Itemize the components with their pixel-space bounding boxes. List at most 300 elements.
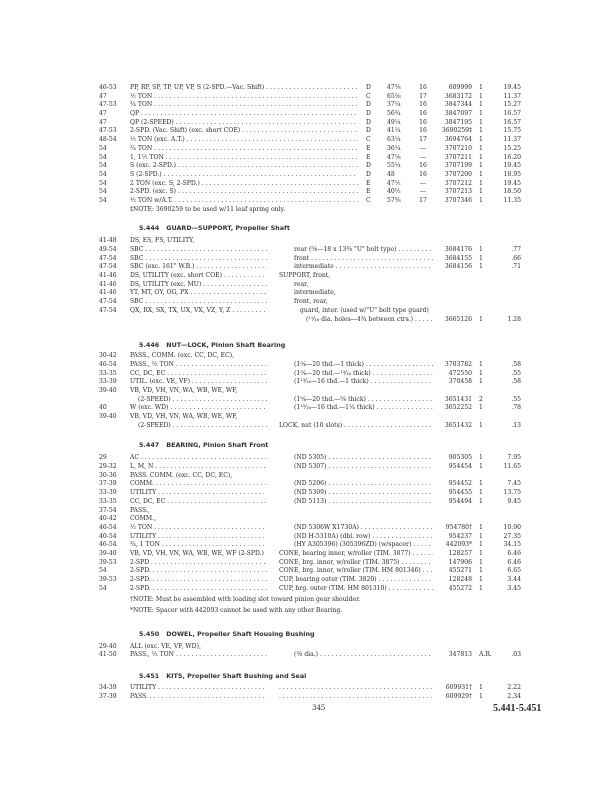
quantity: 1 [479,523,483,531]
year-range: 33-39 [99,378,117,386]
section-5-447 [0,441,612,615]
model-description: PASS., [130,506,150,514]
section-header [139,341,612,350]
table-row [0,693,612,702]
model-description: VB, VD, VH, VN, WA, WB, WE, WF (2-SPD.) [130,549,264,557]
part-number: 3684155 [444,254,472,262]
model-description: ½ TON . . . [130,93,358,102]
price: 18.95 [503,170,521,178]
quantity: 1 [479,360,483,368]
part-description: CONE, brg. inner, w/roller (TIM. 3875) . . . [279,559,433,568]
price: 3.44 [507,576,521,583]
type-code: D [366,118,371,126]
year-range: 46-54 [99,360,117,368]
part-description: (⅜ dia.) . . . [294,651,433,660]
ratio: — [419,188,427,196]
type-code: D [366,162,371,170]
price: 9.45 [507,497,521,505]
ratio: 16 [419,118,427,126]
price: .71 [511,263,521,271]
table-row [0,197,612,206]
part-number: 609999 [448,84,472,91]
quantity: 1 [479,558,483,566]
part-description: (ND 5305) . . . [294,454,433,463]
model-description: L, M, N . . . [130,463,267,472]
part-number: 3847097 [444,110,472,118]
price: 15.25 [503,144,521,152]
part-description: (ND 5309) . . . [294,489,433,498]
year-range: 41-50 [99,651,117,659]
part-number: 3707346 [444,196,472,204]
shaft-length: 57⅝ [387,196,401,204]
part-number: 954780† [445,523,472,531]
price: 2.34 [507,692,521,700]
ratio: — [419,144,427,152]
quantity: 1 [479,136,483,144]
model-description: 2-SPD . . . [130,559,267,568]
model-description: PP, RP, SP, TP, UP, VP, S (2-SPD.—Vac. Shift) . . . [130,84,358,93]
year-range: 33-35 [99,497,117,505]
type-code: D [366,84,371,91]
price: 11.37 [503,92,521,100]
type-code: C [366,136,371,144]
table-row [0,281,612,290]
quantity: 1 [479,263,483,271]
part-description: (1⁵⁄₈—20 thd.—1 thick) . . . [294,361,433,370]
price: 15.27 [503,101,521,109]
table-row [0,576,612,585]
table-row [0,507,612,516]
price: .03 [511,651,521,659]
year-range: 33-39 [99,489,117,497]
section-number: 5.444 [139,224,160,233]
shaft-length: 48 [387,170,395,178]
part-number: 128257 [448,549,472,557]
price: 3.45 [507,584,521,592]
quantity: 1 [479,541,483,549]
year-range: 54 [99,153,107,161]
table-row [0,370,612,379]
section-5-450 [0,630,612,660]
part-number: 347813 [448,651,472,659]
shaft-length: 47½ [387,179,401,187]
part-number: 3707200 [444,170,472,178]
model-description: ½ TON . . . [130,524,267,533]
shaft-length: 49¼ [387,118,401,126]
part-description: (ND 5307) . . . [294,463,433,472]
part-number: 3665126 [444,315,472,323]
price: 13.75 [503,489,521,497]
part-number: 455272 [448,584,472,592]
model-description: SBC . . . [130,246,267,255]
part-description: intermediate . . . [294,263,433,272]
year-range: 29-40 [99,642,117,650]
part-number: 609929† [445,692,472,700]
year-range: 39-40 [99,413,117,420]
table-row [0,643,612,652]
model-description: QX, RX, SX, TX, UX, VX, VZ, Y, Z . . . [130,307,267,316]
part-description: CONE, brg. inner, w/roller (TIM. HM 801346) . . . [279,567,433,576]
year-range: 40 [99,404,107,412]
section-5-451 [0,672,612,701]
part-description: (ND H-5310A) (dbl. row) . . . [294,533,433,542]
table-row [0,559,612,568]
year-range: 47-54 [99,254,117,262]
table-row [0,361,612,370]
model-description: QP . . . [130,110,358,119]
quantity: 1 [479,369,483,377]
model-description: ½ TON (exc. A.T.) . . . [130,136,358,145]
quantity: 1 [479,692,483,700]
table-row [0,84,612,93]
part-number: 905305 [448,454,472,462]
table-row [0,119,612,128]
shaft-length: 55¼ [387,162,401,170]
quantity: 1 [479,378,483,386]
model-description: VB, VD, VH, VN, WA, WB, WE, WF, [130,413,238,420]
quantity: 1 [479,153,483,161]
part-number: 954452 [448,480,472,488]
year-range: 40-42 [99,515,117,523]
ratio: 17 [419,136,427,144]
ratio: 16 [419,127,427,135]
type-code: E [366,188,371,196]
year-range: 54 [99,196,107,204]
model-description: 2-SPD. . . . [130,567,267,576]
price: 1.28 [507,315,521,323]
table-row [0,136,612,145]
quantity: 1 [479,162,483,170]
part-description: (1⁵⁄₈—20 thd.—¹³⁄₁₆ thick) . . . [294,370,433,379]
table-row [0,237,612,246]
part-description: SUPPORT, front, [279,272,331,280]
part-number: 472550 [448,369,472,377]
section-header [139,630,612,639]
model-description: DS, ES, FS, UTILITY, [130,237,195,245]
part-number: 3690259‡ [441,127,472,135]
ratio: 16 [419,162,427,170]
year-range: 33-35 [99,369,117,377]
section-title: BEARING, Pinion Shaft Front [166,441,269,450]
year-range: 30-36 [99,471,117,479]
year-range: 37-54 [99,506,117,514]
shaft-length: 56¾ [387,110,401,118]
part-number: 3651432 [444,421,472,429]
quantity: 1 [479,684,483,692]
table-row [0,378,612,387]
part-description: front . . . [294,255,433,264]
quantity: 1 [479,254,483,262]
table-row [0,101,612,110]
quantity: 1 [479,188,483,196]
price: 6.65 [507,567,521,575]
model-description: SBC (exc. 161" W.B.) . . . [130,263,267,272]
price: 16.57 [503,118,521,126]
part-number: 3694764 [444,136,472,144]
quantity: 1 [479,84,483,91]
year-range: 41-46 [99,289,117,297]
model-description: 2-SPD. (exc. S) . . . [130,188,358,197]
year-range: 30-42 [99,352,117,360]
quantity: 1 [479,101,483,109]
year-range: 46-54 [99,541,117,549]
year-range: 47 [99,110,107,118]
part-description: CUP, brg. outer (TIM. HM 801310) . . . [279,585,433,594]
table-row [0,145,612,154]
part-number: 3651431 [444,395,472,403]
table-row [0,454,612,463]
year-range: 54 [99,170,107,178]
quantity: 1 [479,92,483,100]
part-description [279,693,433,702]
model-description: (2-SPEED) . . . [138,396,267,405]
quantity: 1 [479,480,483,488]
part-number: 370458 [448,378,472,386]
year-range: 47 [99,92,107,100]
price: 16.20 [503,153,521,161]
shaft-length: 63¼ [387,136,401,144]
table-row [0,298,612,307]
model-description: UTILITY . . . [130,533,267,542]
model-description: 1, 1½ TON . . . [130,154,358,163]
table-row [0,651,612,660]
price: .78 [511,404,521,412]
table-row [0,171,612,180]
table-row [0,524,612,533]
model-description: 2-SPD. (Vac. Shift) (exc. short COE) . . . [130,127,358,136]
year-range: 54 [99,567,107,575]
part-number: 3847195 [444,118,472,126]
ratio: 17 [419,92,427,100]
quantity: 1 [479,421,483,429]
model-description: (2-SPEED) . . . [138,422,267,431]
part-description: rear, [294,280,309,288]
price: 11.35 [503,196,521,204]
price: 11.65 [503,463,521,471]
model-description: CC, DC, EC . . . [130,498,267,507]
page-number: 345 [312,704,326,712]
shaft-length: 47⅛ [387,153,401,161]
type-code: E [366,153,371,161]
model-description: PASS., ½ TON . . . [130,651,267,660]
year-range: 34-39 [99,684,117,692]
section-title: KITS, Propeller Shaft Bushing and Seal [166,672,307,681]
table-row [0,480,612,489]
model-description: ½ TON w/A.T. . . . [130,197,358,206]
part-description: (1¹³⁄₁₆—16 thd.—1 thick) . . . [294,378,433,387]
price: 19.45 [503,179,521,187]
table-row [0,352,612,361]
ratio: 17 [419,196,427,204]
type-code: E [366,179,371,187]
price: .13 [511,421,521,429]
quantity: 1 [479,118,483,126]
table-row [0,396,612,405]
section-5-446 [0,341,612,430]
type-code: C [366,196,371,204]
price: 18.50 [503,188,521,196]
part-number: 147906 [448,558,472,566]
price: 19.45 [503,84,521,91]
part-description: front, rear, [294,298,328,306]
model-description: CC, DC, EC . . . [130,370,267,379]
quantity: 1 [479,454,483,462]
year-range: 47-53 [99,127,117,135]
model-description: PASS. COMM. (exc. CC, DC, EC), [130,471,233,479]
price: .55 [511,369,521,377]
part-number: 3684176 [444,246,472,253]
part-description: (ND 5306W X1730A) . . . [294,524,433,533]
table-row [0,110,612,119]
price: 27.35 [503,532,521,540]
table-row [0,154,612,163]
table-row [0,307,612,316]
table-row [0,550,612,559]
part-description: LOCK, nut (10 slots) . . . [279,422,433,431]
model-description: UTIL. (exc. VE, VF) . . . [130,378,267,387]
part-description: CONE, bearing inner, w/roller (TIM. 3877) . . . [279,550,433,559]
price: 7.45 [507,480,521,488]
table-row [0,272,612,281]
model-description: S (exc. 2-SPD.) . . . [130,162,358,171]
quantity: 1 [479,567,483,575]
table-row [0,515,612,524]
part-description: (ND 5113) . . . [294,498,433,507]
part-number: 954494 [448,497,472,505]
year-range: 47-54 [99,263,117,271]
part-number: 954454 [448,463,472,471]
model-description: COMM., [130,515,157,523]
model-description: S (2-SPD.) . . . [130,171,358,180]
type-code: D [366,110,371,118]
part-description: (¹¹⁄₁₆ dia. holes—4¾ between ctrs.) . . . [306,316,433,325]
section-number: 5.450 [139,629,160,638]
quantity: 1 [479,110,483,118]
quantity: 1 [479,196,483,204]
year-range: 29-32 [99,463,117,471]
year-range: 39-40 [99,549,117,557]
section-number: 5.446 [139,341,160,350]
quantity: 1 [479,246,483,253]
year-range: 54 [99,179,107,187]
part-description: rear (⅝—18 x 13⅜ "U" bolt type) . . . [294,246,433,255]
model-description: DS, UTILITY (exc. short COE) . . . [130,272,267,281]
table-row [0,127,612,136]
parts-catalog-page [0,84,612,702]
section-header [139,224,612,233]
section-number: 5.451 [139,672,160,681]
section-header [139,672,612,681]
quantity: 1 [479,576,483,583]
part-number: 3652252 [444,404,472,412]
model-description: YT, MT, OY, OG, PX . . . [130,289,267,298]
part-number: 609931† [445,684,472,692]
section-5-444 [0,224,612,324]
table-row [0,246,612,255]
price: 7.95 [507,454,521,462]
model-description: 2 TON (exc. S, 2-SPD.) . . . [130,180,358,189]
section-number: 5.447 [139,441,160,450]
table-row [0,489,612,498]
model-description: AC . . . [130,454,267,463]
part-number: 455271 [448,567,472,575]
model-description: VB, VD, VH, VN, WA, WB, WE, WF, [130,386,238,394]
model-description: SBC . . . [130,298,267,307]
model-description: PASS. . . . [130,693,267,702]
price: 34.15 [503,541,521,549]
quantity: 1 [479,463,483,471]
year-range: 41-46 [99,280,117,288]
year-range: 54 [99,188,107,196]
part-number: 3684156 [444,263,472,271]
price: 10.90 [503,523,521,531]
part-description: (1⁵⁄₈—20 thd.—⅝ thick) . . . [294,396,433,405]
model-description: 2-SPD. . . . [130,585,267,594]
price: 6.46 [507,558,521,566]
table-row [0,180,612,189]
year-range: 48-54 [99,136,117,144]
table-row [0,289,612,298]
table-row [0,567,612,576]
type-code: E [366,144,371,152]
part-description: CUP, bearing outer (TIM. 3820) . . . [279,576,433,585]
ratio: 16 [419,110,427,118]
model-description: ¾ TON . . . [130,145,358,154]
quantity: 1 [479,489,483,497]
table-row [0,263,612,272]
ratio: — [419,179,427,187]
quantity: 1 [479,127,483,135]
part-description: (ND 5206) . . . [294,480,433,489]
part-description [279,684,433,693]
page-footer [0,703,612,715]
type-code: D [366,101,371,109]
table-row [0,533,612,542]
price: .66 [511,254,521,262]
quantity: 1 [479,549,483,557]
table-row [0,498,612,507]
part-number: 3683172 [444,92,472,100]
section-header [139,441,612,450]
footnote: *NOTE: Spacer with 442093 cannot be used with any other Bearing. [130,607,343,615]
section-title: NUT—LOCK, Pinion Shaft Bearing [166,341,286,350]
year-range: 41-46 [99,272,117,280]
price: 19.45 [503,162,521,170]
year-range: 49-54 [99,246,117,253]
year-range: 46-54 [99,523,117,531]
model-description: UTILITY . . . [130,489,267,498]
price: 2.22 [507,684,521,692]
parts-sections [0,224,612,701]
year-range: 47 [99,118,107,126]
shaft-length: 40½ [387,188,401,196]
year-range: 39-53 [99,558,117,566]
part-number: 3847344 [444,101,472,109]
type-code: D [366,170,371,178]
model-description: PASS., ½ TON . . . [130,361,267,370]
price: 16.57 [503,110,521,118]
part-number: 3707211 [444,153,472,161]
table-row [0,422,612,431]
part-description: intermediate, [294,289,336,297]
model-description: PASS., COMM. (exc. CC, DC, EC), [130,352,235,360]
year-range: 47-54 [99,306,117,314]
year-range: 46-53 [99,84,117,91]
table-row [0,387,612,396]
shaft-length: 65⅛ [387,92,401,100]
section-title: GUARD—SUPPORT, Propeller Shaft [166,224,290,233]
model-description: UTILITY . . . [130,684,267,693]
